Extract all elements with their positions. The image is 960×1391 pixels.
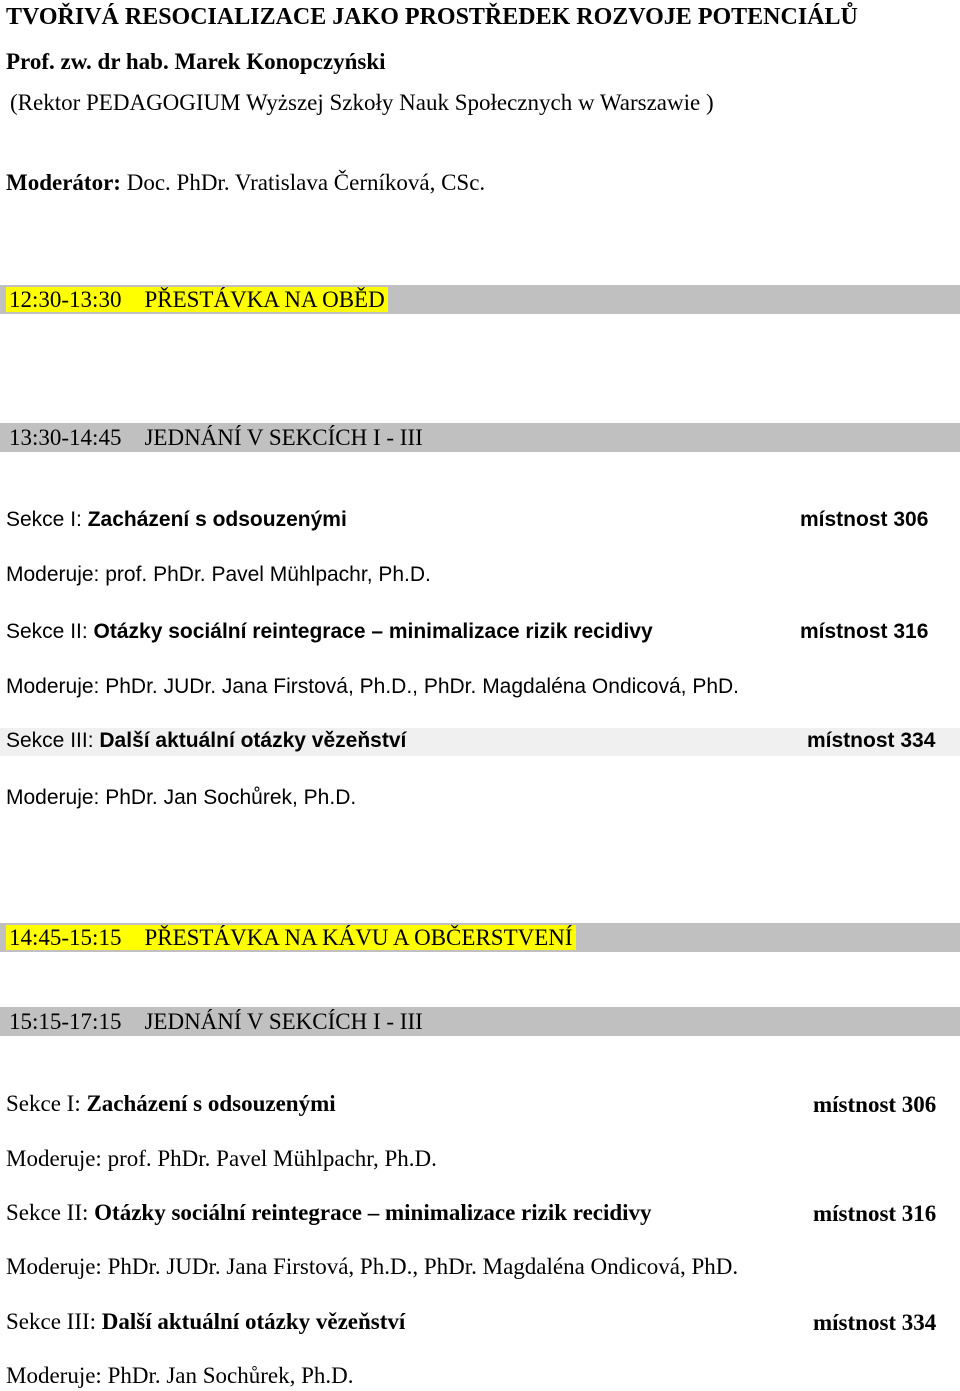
lunch-time: 12:30-13:30	[9, 287, 122, 312]
speaker-name: Prof. zw. dr hab. Marek Konopczyński	[6, 49, 386, 74]
session-1-row	[6, 423, 426, 452]
b1-section-1	[6, 508, 347, 532]
b2-s2-room: místnost 316	[813, 1201, 937, 1226]
b2-s1-label: Sekce I:	[6, 1091, 81, 1116]
b2-s2-mod-label: Moderuje:	[6, 1254, 102, 1279]
b2-section-2	[6, 1200, 652, 1226]
b2-s2-label: Sekce II:	[6, 1200, 89, 1225]
moderator-label: Moderátor:	[6, 170, 121, 195]
lunch-label: PŘESTÁVKA NA OBĚD	[144, 287, 385, 312]
b1-s3-room: místnost 334	[807, 729, 936, 752]
b1-s2-mod-label: Moderuje:	[6, 675, 100, 698]
coffee-break-highlight	[6, 925, 576, 950]
session-1-time: 13:30-14:45	[9, 425, 122, 450]
b2-s3-mod-label: Moderuje:	[6, 1363, 102, 1388]
b2-s3-room: místnost 334	[813, 1310, 937, 1335]
page-title: TVOŘIVÁ RESOCIALIZACE JAKO PROSTŘEDEK ROZVOJE POTENCIÁLŮ	[6, 4, 858, 30]
b1-s3-moderator	[6, 786, 356, 810]
b2-s3-mod-name: PhDr. Jan Sochůrek, Ph.D.	[107, 1363, 354, 1388]
b1-section-2	[6, 620, 653, 644]
b2-s3-label: Sekce III:	[6, 1309, 97, 1334]
b2-s1-mod-name: prof. PhDr. Pavel Mühlpachr, Ph.D.	[107, 1146, 437, 1171]
b1-section-3	[6, 729, 406, 753]
b2-s1-mod-label: Moderuje:	[6, 1146, 102, 1171]
b1-s2-title: Otázky sociální reintegrace – minimalizace rizik recidivy	[93, 620, 653, 643]
b2-section-3	[6, 1309, 405, 1335]
coffee-label: PŘESTÁVKA NA KÁVU A OBČERSTVENÍ	[144, 925, 573, 950]
b1-s1-moderator	[6, 563, 431, 587]
b1-s1-label: Sekce I:	[6, 508, 82, 531]
b2-section-1	[6, 1091, 336, 1117]
moderator-line	[6, 170, 485, 196]
b2-s3-moderator	[6, 1363, 354, 1389]
b2-s2-moderator	[6, 1254, 738, 1280]
lunch-break-row	[6, 285, 388, 314]
session-2-time: 15:15-17:15	[9, 1009, 122, 1034]
lunch-break-highlight	[6, 287, 388, 312]
b1-s1-title: Zacházení s odsouzenými	[87, 508, 347, 531]
b1-s2-moderator	[6, 675, 739, 699]
session-1-label: JEDNÁNÍ V SEKCÍCH I - III	[144, 425, 423, 450]
b1-s3-label: Sekce III:	[6, 729, 94, 752]
b2-s3-title: Další aktuální otázky vězeňství	[101, 1309, 406, 1334]
b2-s1-room: místnost 306	[813, 1092, 937, 1117]
session-2-row	[6, 1007, 426, 1036]
b1-s3-mod-name: PhDr. Jan Sochůrek, Ph.D.	[105, 786, 357, 809]
speaker-affiliation: (Rektor PEDAGOGIUM Wyższej Szkoły Nauk Społecznych w Warszawie )	[10, 90, 714, 115]
b1-s1-mod-name: prof. PhDr. Pavel Mühlpachr, Ph.D.	[105, 563, 431, 586]
b1-s3-mod-label: Moderuje:	[6, 786, 100, 809]
b2-s1-title: Zacházení s odsouzenými	[86, 1091, 336, 1116]
moderator-name: Doc. PhDr. Vratislava Černíková, CSc.	[126, 170, 486, 195]
coffee-break-row	[6, 923, 576, 952]
b1-s1-room: místnost 306	[800, 508, 929, 531]
session-2-label: JEDNÁNÍ V SEKCÍCH I - III	[144, 1009, 423, 1034]
b1-s2-room: místnost 316	[800, 620, 929, 643]
b2-s2-mod-name: PhDr. JUDr. Jana Firstová, Ph.D., PhDr. Magdaléna Ondicová, PhD.	[107, 1254, 739, 1279]
b2-s1-moderator	[6, 1146, 437, 1172]
coffee-time: 14:45-15:15	[9, 925, 122, 950]
b1-s1-mod-label: Moderuje:	[6, 563, 100, 586]
b1-s2-mod-name: PhDr. JUDr. Jana Firstová, Ph.D., PhDr. Magdaléna Ondicová, PhD.	[105, 675, 740, 698]
b1-s3-title: Další aktuální otázky vězeňství	[99, 729, 407, 752]
b2-s2-title: Otázky sociální reintegrace – minimalizace rizik recidivy	[94, 1200, 652, 1225]
b1-s2-label: Sekce II:	[6, 620, 88, 643]
